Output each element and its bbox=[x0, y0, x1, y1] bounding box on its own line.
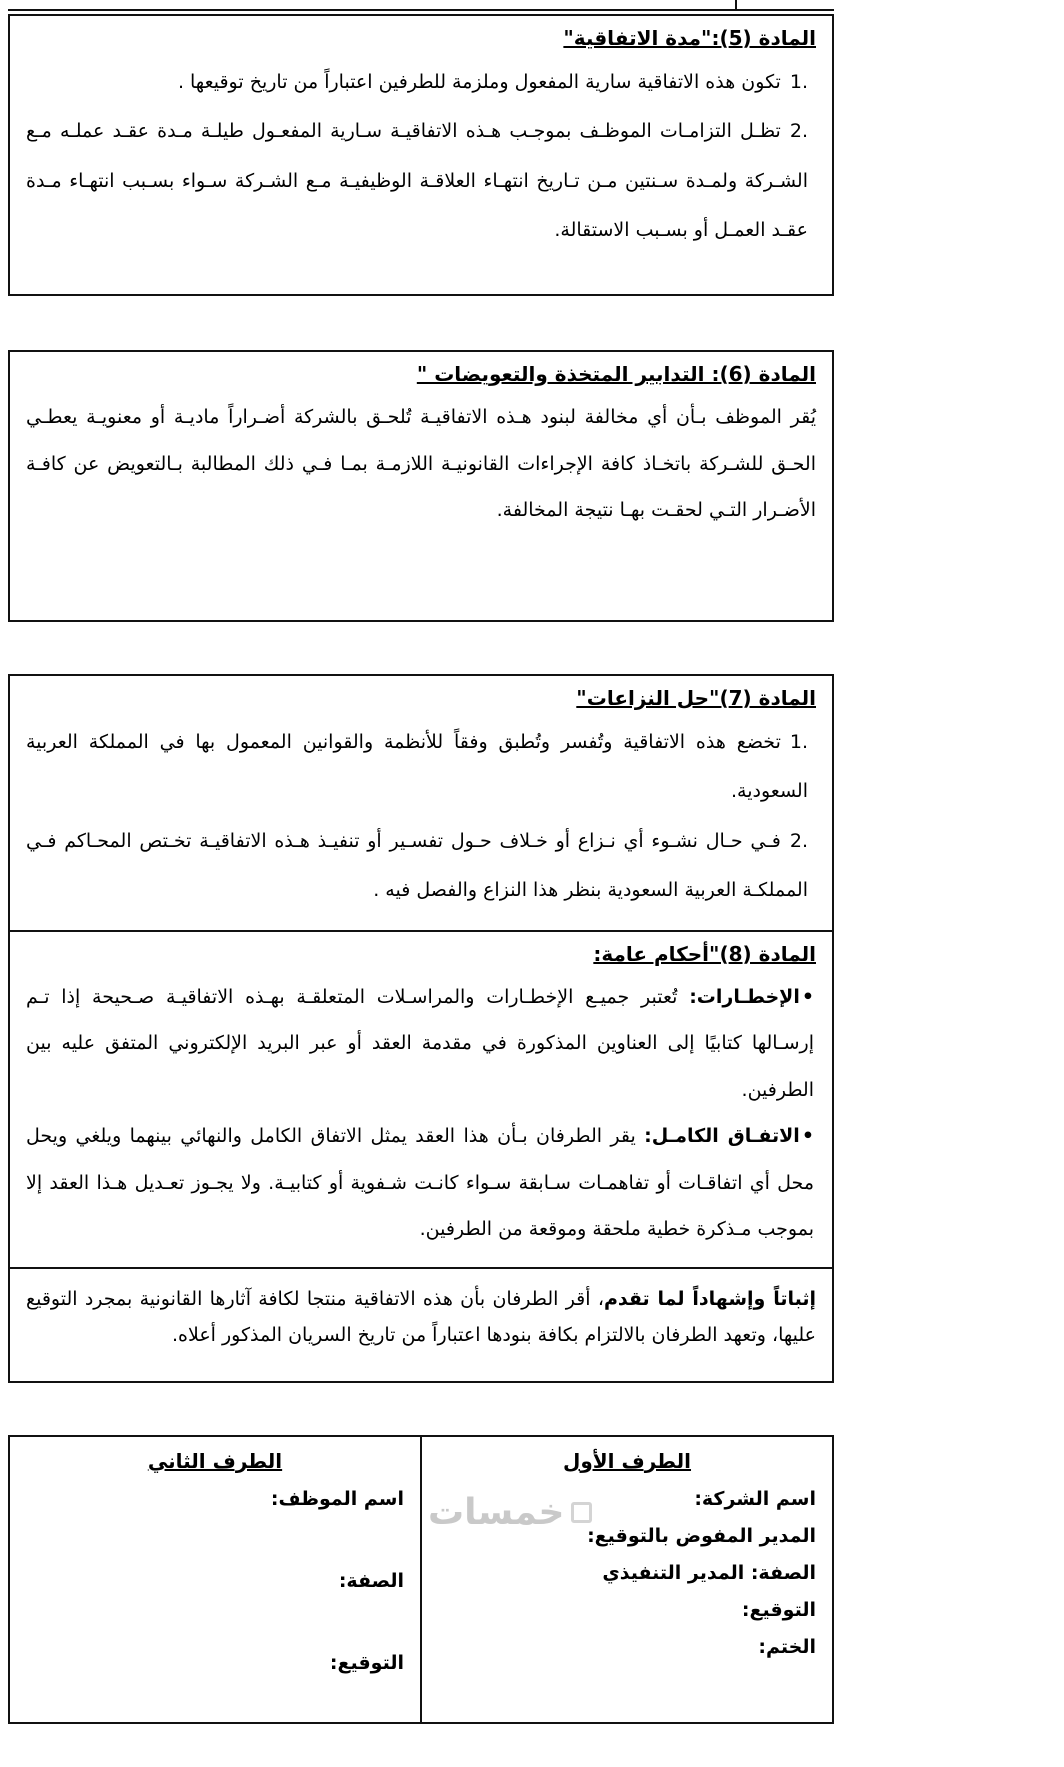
first-party-title: الطرف الأول bbox=[562, 1448, 692, 1473]
bullet-icon: • bbox=[801, 985, 814, 1008]
khamsat-logo-icon bbox=[571, 1502, 592, 1523]
signature-table bbox=[8, 1435, 834, 1724]
attestation-paragraph bbox=[24, 1281, 818, 1353]
previous-table-column-divider bbox=[735, 0, 737, 9]
attestation-text: ، أقر الطرفان بأن هذه الاتفاقية منتجا لكافة آثارها القانونية بمجرد التوقيع عليها، وتعهد الطرفان بالالتزام بكافة بنودها اعتباراً من تاريخ السريان المذكور أعلاه. bbox=[26, 1287, 816, 1346]
article-5-section bbox=[8, 14, 834, 296]
first-party-cell bbox=[420, 1437, 832, 1722]
article-6-title: المادة (6): التدابير المتخذة والتعويضات " bbox=[416, 362, 816, 386]
article-5-item-2 bbox=[24, 107, 818, 255]
first-party-capacity-label: الصفة: المدير التنفيذي bbox=[602, 1561, 816, 1584]
second-party-capacity-label: الصفة: bbox=[338, 1569, 404, 1592]
company-name-label: اسم الشركة: bbox=[694, 1487, 816, 1510]
article-8-title: المادة (8)"أحكام عامة: bbox=[593, 941, 816, 966]
clause-text: تُعتبر جميـع الإخطـارات والمراسـلات المتعلقـة بهـذه الاتفاقيـة صـحيحة إذا تـم إرسـالها كتابيًا إلى العناوين المذكورة في مقدمة العقد أو عبر البريد الإلكتروني المتفق عليه بين الطرفين. bbox=[26, 985, 814, 1101]
bullet-icon: • bbox=[801, 1125, 814, 1148]
article-6-body: يُقر الموظف بـأن أي مخالفة لبنود هـذه الاتفاقيـة تُلحـق بالشركة أضـراراً ماديـة أو معنويـة يعطـي الحـق للشـركة باتخـاذ كافة الإجراءات القانونيـة اللازمـة بمـا فـي ذلك المطالبة بـالتعويض عن كافـة الأضـرار التـي لحقـت بهـا نتيجة المخالفة. bbox=[26, 406, 816, 522]
clause-lead: الاتفـاق الكامـل: bbox=[644, 1125, 800, 1148]
article-8-entire-agreement-clause bbox=[24, 1113, 818, 1253]
stamp-label: الختم: bbox=[758, 1635, 816, 1658]
item-number: 2. bbox=[789, 120, 808, 143]
attestation-lead: إثباتاً وإشهاداً لما تقدم bbox=[603, 1287, 816, 1310]
item-number: 1. bbox=[789, 71, 808, 93]
item-text: تظـل التزامـات الموظـف بموجـب هـذه الاتفاقيـة سـارية المفعـول طيلـة مـدة عقـد عملـه مـع الشـركة ولمـدة سـنتين مـن تـاريخ انتهـاء العلاقـة الوظيفيـة مـع الشـركة سـواء بسـبب انتهـاء مـدة عقـد العمـل أو بسـبب الاستقالة. bbox=[26, 120, 808, 242]
employee-name-label: اسم الموظف: bbox=[270, 1487, 404, 1510]
khamsat-logo-text: خمسات bbox=[428, 1492, 565, 1533]
item-number: 1. bbox=[789, 731, 808, 753]
article-7-item-1 bbox=[24, 718, 818, 817]
article-7-title: المادة (7)"حل النزاعات" bbox=[576, 686, 816, 710]
article-5-item-1 bbox=[24, 58, 818, 107]
second-party-signature-label: التوقيع: bbox=[329, 1651, 404, 1674]
khamsat-watermark bbox=[428, 1492, 592, 1533]
item-text: فـي حـال نشـوء أي نـزاع أو خـلاف حـول تفسـير أو تنفيـذ هـذه الاتفاقيـة تخـتص المحـاكم فـي المملكـة العربية السعودية بنظر هذا النزاع والفصل فيه . bbox=[26, 829, 808, 902]
item-text: تخضع هذه الاتفاقية وتُفسر وتُطبق وفقاً للأنظمة والقوانين المعمول بها في المملكة العربية السعودية. bbox=[26, 731, 808, 803]
article-7-section bbox=[8, 674, 834, 932]
item-number: 2. bbox=[789, 829, 808, 852]
document-content-column bbox=[8, 0, 834, 1724]
article-5-title: المادة (5):"مدة الاتفاقية" bbox=[563, 26, 816, 50]
second-party-title: الطرف الثاني bbox=[147, 1448, 283, 1473]
previous-section-bottom-edge bbox=[8, 0, 834, 11]
clause-text: يقر الطرفان بـأن هذا العقد يمثل الاتفاق الكامل والنهائي بينهما ويلغي ويحل محل أي اتفاقـات أو تفاهمـات سـابقة سـواء كانـت شـفوية أو كتابيـة. ولا يجـوز تعـديل هـذا العقد إلا بموجب مـذكرة خطية ملحقة وموقعة من الطرفين. bbox=[26, 1125, 814, 1241]
clause-lead: الإخطـارات: bbox=[689, 985, 800, 1008]
item-text: تكون هذه الاتفاقية سارية المفعول وملزمة للطرفين اعتباراً من تاريخ توقيعها . bbox=[177, 71, 781, 93]
authorized-manager-label: المدير المفوض بالتوقيع: bbox=[587, 1524, 816, 1547]
article-8-section bbox=[8, 930, 834, 1269]
article-7-item-2 bbox=[24, 817, 818, 916]
attestation-section bbox=[8, 1267, 834, 1383]
article-6-section bbox=[8, 350, 834, 622]
article-8-notices-clause bbox=[24, 974, 818, 1114]
second-party-cell bbox=[10, 1437, 420, 1722]
first-party-signature-label: التوقيع: bbox=[741, 1598, 816, 1621]
